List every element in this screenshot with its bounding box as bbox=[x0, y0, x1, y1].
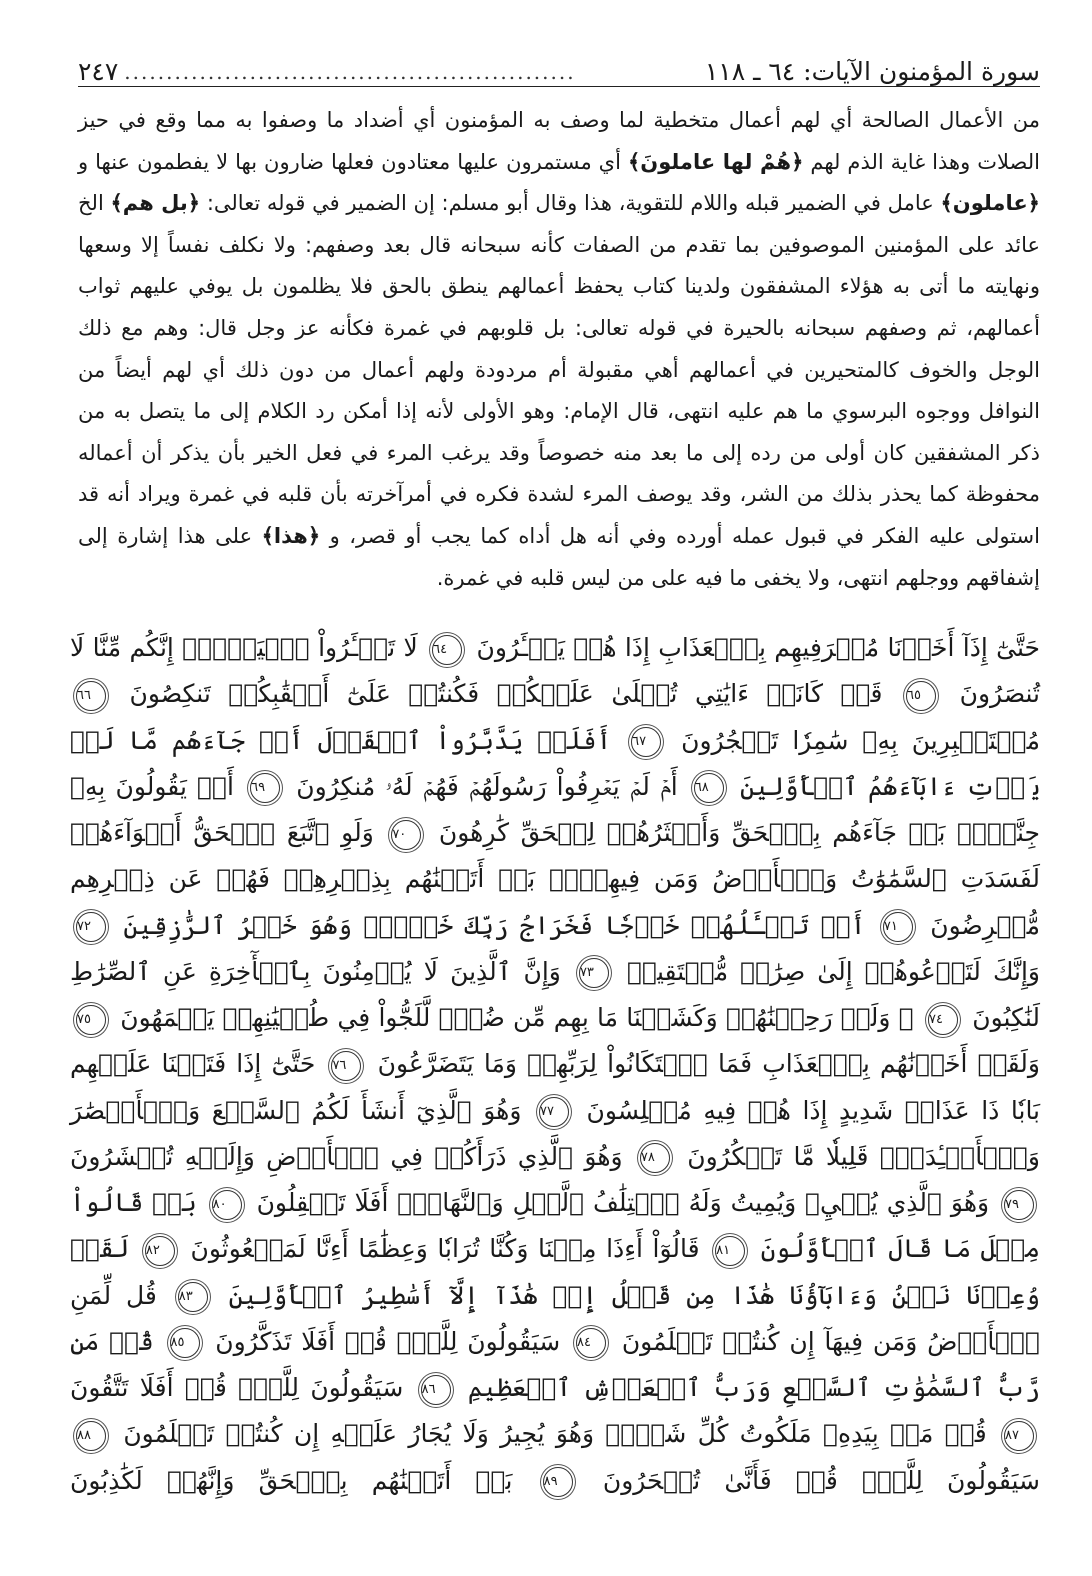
verse-text: بَلۡ قَالُواْ مِثۡلَ مَا قَالَ ٱلۡأَوَّلُونَ bbox=[70, 1188, 1040, 1264]
ayah-number-marker: ٨٤ bbox=[576, 1328, 606, 1358]
verse-text: قُل لِّمَنِ ٱلۡأَرۡضُ وَمَن فِيهَآ إِن كُنتُمۡ تَعۡلَمُونَ bbox=[70, 1280, 1040, 1356]
ayah-number-marker: ٨٠ bbox=[212, 1190, 242, 1220]
verse-text: قُلۡ مَنۢ بِيَدِهِۦ مَلَكُوتُ كُلِّ شَيۡءٖ وَهُوَ يُجِيرُ وَلَا يُجَارُ عَلَيۡهِ إِن كُنتُمۡ تَعۡلَمُونَ bbox=[123, 1419, 987, 1449]
ayah-number-marker: ٦٨ bbox=[694, 773, 724, 803]
ayah-number-marker: ٨٦ bbox=[421, 1375, 451, 1405]
page-header bbox=[78, 52, 1040, 87]
quran-verses-block bbox=[70, 625, 1040, 1504]
verse-text: قُلۡ مَن رَّبُّ ٱلسَّمَٰوَٰتِ ٱلسَّبۡعِ وَرَبُّ ٱلۡعَرۡشِ ٱلۡعَظِيمِ bbox=[70, 1326, 1040, 1402]
ayah-number-marker: ٧٣ bbox=[579, 958, 609, 988]
ayah-number-marker: ٧٥ bbox=[76, 1005, 106, 1035]
verse-text: وَهُوَ ٱلَّذِي ذَرَأَكُمۡ فِي ٱلۡأَرۡضِ وَإِلَيۡهِ تُحۡشَرُونَ bbox=[70, 1141, 623, 1171]
surah-title: سورة المؤمنون الآيات: ٦٤ ـ ١١٨ bbox=[704, 57, 1040, 86]
verse-text: أَفَلَمۡ يَدَّبَّرُواْ ٱلۡقَوۡلَ أَمۡ جَآءَهُم مَّا لَمۡ يَأۡتِ ءَابَآءَهُمُ ٱلۡأَوَّلِينَ bbox=[70, 725, 1040, 801]
verse-text: ۞ وَلَوۡ رَحِمۡنَٰهُمۡ وَكَشَفۡنَا مَا بِهِم مِّن ضُرّٖ لَّلَجُّواْ فِي طُغۡيَٰنِهِمۡ يَعۡمَهُونَ bbox=[120, 1003, 914, 1032]
verse-text: مُسۡتَكۡبِرِينَ بِهِۦ سَٰمِرٗا تَهۡجُرُونَ bbox=[681, 725, 1041, 755]
verse-text: وَهُوَ ٱلَّذِيٓ أَنشَأَ لَكُمُ ٱلسَّمۡعَ وَٱلۡأَبۡصَٰرَ وَٱلۡأَفۡـِٔدَةَۚ قَلِيلٗا مَّا تَشۡكُرُونَ bbox=[70, 1095, 1040, 1171]
ayah-number-marker: ٧٩ bbox=[1004, 1190, 1034, 1220]
verse-text: وَإِنَّكَ لَتَدۡعُوهُمۡ إِلَىٰ صِرَٰطٖ مُّسۡتَقِيمٖ bbox=[627, 956, 1040, 986]
verse-text: سَيَقُولُونَ لِلَّهِۚ قُلۡ فَأَنَّىٰ تُسۡحَرُونَ bbox=[602, 1465, 1040, 1495]
quoted-phrase: ﴿عاملون﴾ bbox=[940, 191, 1040, 216]
verse-text: لَا تَجۡـَٔرُواْ ٱلۡيَوۡمَۖ إِنَّكُم مِّنَّا لَا تُنصَرُونَ bbox=[70, 633, 1041, 709]
ayah-number-marker: ٨٥ bbox=[170, 1328, 200, 1358]
commentary-paragraph bbox=[78, 100, 1040, 599]
ayah-number-marker: ٨٩ bbox=[543, 1467, 573, 1497]
ayah-number-marker: ٦٥ bbox=[906, 681, 936, 711]
verse-text: لَقَدۡ وُعِدۡنَا نَحۡنُ وَءَابَآؤُنَا هَٰذَا مِن قَبۡلُ إِنۡ هَٰذَآ إِلَّآ أَسَٰطِيرُ ٱلۡأَوَّلِينَ bbox=[70, 1234, 1041, 1310]
ayah-number-marker: ٧٤ bbox=[928, 1005, 958, 1035]
ayah-number-marker: ٨١ bbox=[715, 1236, 745, 1266]
verse-text: وَلَوِ ٱتَّبَعَ ٱلۡحَقُّ أَهۡوَآءَهُمۡ لَفَسَدَتِ ٱلسَّمَٰوَٰتُ وَٱلۡأَرۡضُ وَمَن فِيهِنَّۚ بَلۡ أَتَيۡنَٰهُم بِذِكۡرِهِمۡ فَهُمۡ عَن ذِكۡرِهِم مُّعۡرِضُونَ bbox=[70, 818, 1040, 940]
verse-text: أَمۡ يَقُولُونَ بِهِۦ جِنَّةُۢۚ بَلۡ جَآءَهُم بِٱلۡحَقِّ وَأَكۡثَرُهُمۡ لِلۡحَقِّ كَٰرِهُونَ bbox=[70, 771, 1040, 847]
ayah-number-marker: ٨٢ bbox=[145, 1236, 175, 1266]
verse-text: سَيَقُولُونَ لِلَّهِۚ قُلۡ أَفَلَا تَذَكَّرُونَ bbox=[215, 1326, 561, 1356]
quoted-phrase: ﴿بل هم﴾ bbox=[110, 191, 201, 216]
verse-text: قَدۡ كَانَتۡ ءَايَٰتِي تُتۡلَىٰ عَلَيۡكُمۡ فَكُنتُمۡ عَلَىٰٓ أَعۡقَٰبِكُمۡ تَنكِصُونَ bbox=[129, 679, 883, 709]
verse-text: حَتَّىٰٓ إِذَآ أَخَذۡنَا مُتۡرَفِيهِم بِٱلۡعَذَابِ إِذَا هُمۡ يَجۡـَٔرُونَ bbox=[476, 633, 1040, 662]
ayah-number-marker: ٦٤ bbox=[432, 635, 462, 665]
verse-text: وَلَقَدۡ أَخَذۡنَٰهُم بِٱلۡعَذَابِ فَمَا ٱسۡتَكَانُواْ لِرَبِّهِمۡ وَمَا يَتَضَرَّعُونَ bbox=[377, 1049, 1040, 1079]
ayah-number-marker: ٧٦ bbox=[331, 1051, 361, 1081]
ayah-number-marker: ٧٨ bbox=[640, 1143, 670, 1173]
ayah-number-marker: ٧٧ bbox=[539, 1097, 569, 1127]
commentary-text: على هذا إشارة إلى إشفاقهم ووجلهم انتهى، ولا يخفى ما فيه على من ليس قلبه في غمرة. bbox=[78, 523, 1040, 590]
verse-text: بَلۡ أَتَيۡنَٰهُم بِٱلۡحَقِّ وَإِنَّهُمۡ لَكَٰذِبُونَ bbox=[70, 1465, 513, 1495]
commentary-block bbox=[78, 100, 1040, 599]
ayah-number-marker: ٨٣ bbox=[178, 1282, 208, 1312]
ayah-number-marker: ٦٦ bbox=[76, 681, 106, 711]
verse-text: قَالُوٓاْ أَءِذَا مِتۡنَا وَكُنَّا تُرَابٗا وَعِظَٰمًا أَءِنَّا لَمَبۡعُوثُونَ bbox=[190, 1234, 700, 1264]
commentary-text: من الأعمال الصالحة أي لهم أعمال متخطية لما وصف به المؤمنون أي أضداد ما وصفوا به مما وقع في حيز الصلات وهذا غاية الذم لهم bbox=[78, 108, 1040, 174]
verse-text: حَتَّىٰٓ إِذَا فَتَحۡنَا عَلَيۡهِم بَابٗا ذَا عَذَابٖ شَدِيدٍ إِذَا هُمۡ فِيهِ مُبۡلِسُونَ bbox=[70, 1049, 1041, 1125]
page-number: ٢٤٧ bbox=[78, 57, 119, 86]
verse-text: وَإِنَّ ٱلَّذِينَ لَا يُؤۡمِنُونَ بِٱلۡأٓخِرَةِ عَنِ ٱلصِّرَٰطِ لَنَٰكِبُونَ bbox=[70, 956, 1040, 1032]
commentary-text: الخ عائد على المؤمنين الموصوفين بما تقدم من الصفات كأنه سبحانه قال بعد وصفهم: ولا نكلف نفساً إلا وسعها ونهايته ما أتى به هؤلاء المشفقون ولدينا كتاب يحفظ أعمالهم ينطق بالحق فلا يظلمون بل يوفي عليهم ثواب أعمالهم، ثم وصفهم سبحانه بالحيرة في قوله تعالى: بل قلوبهم في غمرة فكأنه عز وجل قال: وهم مع ذلك الوجل والخوف كالمتحيرين في أعمالهم أهي مقبولة أم مردودة ولهم أعمال من دون ذلك أي لهم أيضاً من النوافل ووجوه البرسوي ما هم عليه انتهى، قال الإمام: وهو الأولى لأنه إذا أمكن رد الكلام إلى ما يتصل به من ذكر المشفقين كان أولى من رده إلى ما بعد منه خصوصاً وقد يرغب المرء في فعل الخير بأن يذكر أن أعماله محفوظة كما يحذر بذلك من الشر، وقد يوصف المرء لشدة فكره في أمرآخرته بأن قلبه في غمرة ويراد أنه قد استولى عليه الفكر في قبول عمله أورده وفي أنه هل أداه كما يجب أو قصر، و bbox=[78, 191, 1040, 548]
quoted-phrase: ﴿هذا﴾ bbox=[261, 523, 321, 548]
verse-text: سَيَقُولُونَ لِلَّهِۚ قُلۡ أَفَلَا تَتَّقُونَ bbox=[70, 1373, 404, 1402]
ayah-number-marker: ٧٠ bbox=[391, 820, 421, 850]
commentary-text: عامل في الضمير قبله واللام للتقوية، هذا وقال أبو مسلم: إن الضمير في قوله تعالى: bbox=[206, 191, 934, 216]
commentary-text: أي مستمرون عليها معتادون فعلها ضارون بها لا يفطمون عنها و bbox=[78, 149, 621, 174]
ayah-number-marker: ٨٧ bbox=[1004, 1421, 1034, 1451]
ayah-number-marker: ٨٨ bbox=[76, 1421, 106, 1451]
verse-text: وَهُوَ ٱلَّذِي يُحۡيِۦ وَيُمِيتُ وَلَهُ ٱخۡتِلَٰفُ ٱلَّيۡلِ وَٱلنَّهَارِۚ أَفَلَا تَعۡقِلُونَ bbox=[256, 1188, 990, 1217]
verse-text: أَمۡ لَمۡ يَعۡرِفُواْ رَسُولَهُمۡ فَهُمۡ لَهُۥ مُنكِرُونَ bbox=[296, 771, 678, 801]
quoted-phrase: ﴿هُمْ لها عاملونَ﴾ bbox=[627, 149, 804, 174]
header-leader-dots: ...................................................... bbox=[124, 62, 576, 84]
ayah-number-marker: ٧٢ bbox=[76, 912, 106, 942]
ayah-number-marker: ٦٩ bbox=[250, 773, 280, 803]
verse-text: أَمۡ تَسۡـَٔلُهُمۡ خَرۡجٗا فَخَرَاجُ رَبِّكَ خَيۡرٞۖ وَهُوَ خَيۡرُ ٱلرَّٰزِقِينَ bbox=[123, 910, 866, 940]
ayah-number-marker: ٦٧ bbox=[631, 727, 661, 757]
ayah-number-marker: ٧١ bbox=[883, 912, 913, 942]
